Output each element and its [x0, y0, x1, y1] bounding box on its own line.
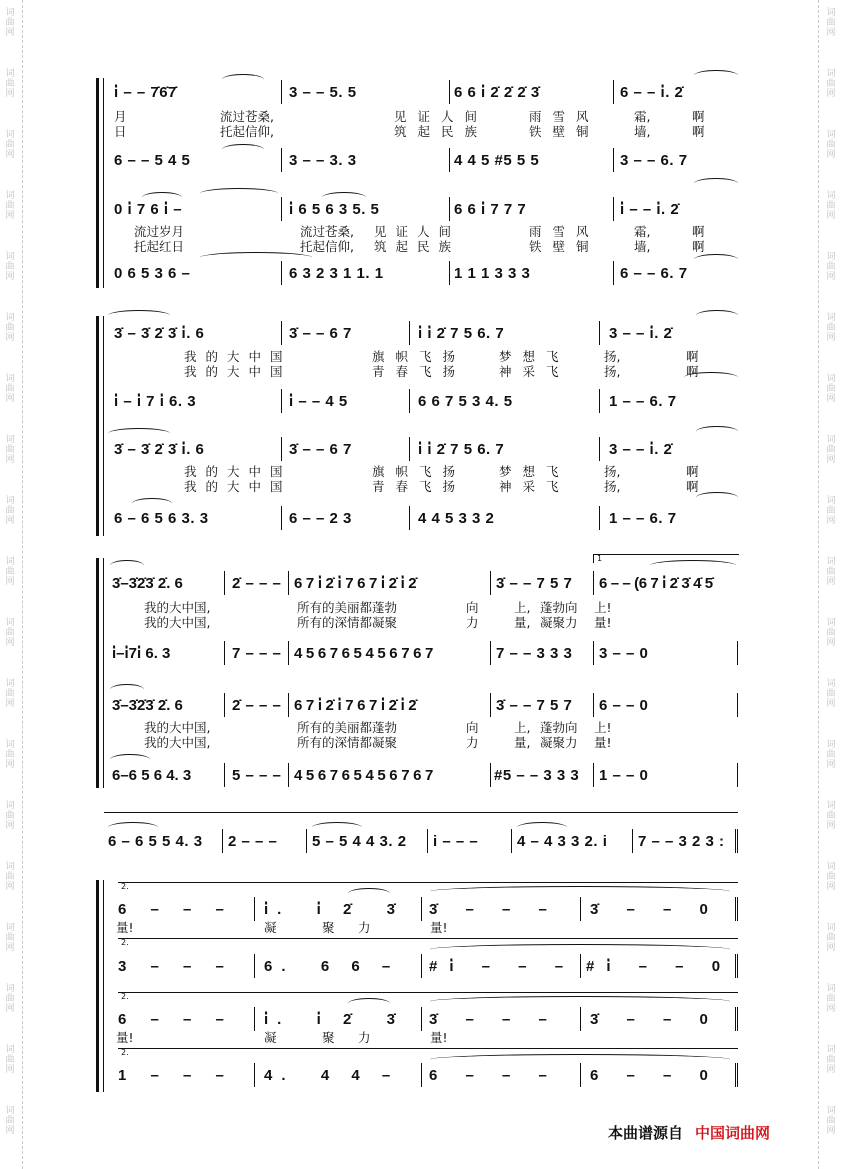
- lyric-word: 上!: [594, 600, 612, 615]
- bar: 6 – – 2 3: [289, 510, 352, 527]
- lyric-line: [104, 920, 738, 936]
- bar: 3̇ – – 0: [590, 901, 720, 918]
- watermark-text: 词 曲 网: [5, 618, 15, 648]
- bar: 6 7 i̇ 2̇ i̇ 7 6 7 i̇ 2̇ i̇ 2̇: [294, 575, 417, 592]
- bar: 6–6 5 6 4. 3: [112, 767, 192, 784]
- watermark-text: 词 曲 网: [5, 435, 15, 465]
- lyric-word: 我的大中国: [184, 349, 292, 364]
- watermark-text: 词 曲 网: [5, 313, 15, 343]
- bar: 3̇ – – –: [429, 901, 559, 918]
- bar: 6 – 6 5 5 4. 3: [108, 833, 203, 850]
- lyric-word: 力: [466, 615, 479, 630]
- lyric-word: 我的大中国,: [144, 615, 211, 630]
- lyric-word: 扬,: [604, 464, 621, 479]
- lyric-word: 神采飞: [499, 479, 570, 494]
- bar: 3 – – i̇. 2̇: [609, 325, 673, 342]
- bar: 4 – 4 3 3 2. i: [517, 833, 608, 850]
- notes-line: [104, 574, 738, 600]
- lyric-line: [104, 720, 738, 736]
- lyric-word: 量!: [116, 1030, 134, 1045]
- bar: #i̇ – – 0: [586, 958, 733, 975]
- bar: 3 – – –: [118, 958, 234, 975]
- watermark-text: 词 曲 网: [5, 862, 15, 892]
- notes-line: [104, 440, 738, 466]
- notes-line: [104, 151, 738, 177]
- lyric-word: 青春飞扬: [372, 364, 467, 379]
- bar: 3 – – 6. 7: [620, 152, 688, 169]
- watermark-text: 词 曲 网: [826, 191, 836, 221]
- bar: i̇ i̇ 2̇ 7 5 6. 7: [418, 441, 505, 458]
- bar: 1 – – 0: [599, 767, 649, 784]
- watermark-text: 词 曲 网: [826, 8, 836, 38]
- watermark-text: 词 曲 网: [5, 801, 15, 831]
- lyric-word: 我的大中国: [184, 364, 292, 379]
- lyric-word: 筑起民族: [374, 239, 461, 254]
- bar: 6 – 6 5 6 3. 3: [114, 510, 209, 527]
- lyric-word: 啊: [686, 464, 699, 479]
- watermark-text: 词 曲 网: [826, 252, 836, 282]
- bar: 5 – 5 4 4 3. 2: [312, 833, 407, 850]
- lyric-word: 托起信仰,: [220, 124, 274, 139]
- watermark-text: 词 曲 网: [826, 374, 836, 404]
- notes-line: [104, 644, 738, 670]
- bar: #5 – – 3 3 3: [494, 767, 580, 784]
- notes-line: [104, 957, 738, 983]
- bar: i̇ 6 5 6 3 5. 5: [289, 201, 380, 218]
- watermark-text: 词 曲 网: [826, 618, 836, 648]
- watermark-text: 词 曲 网: [5, 1106, 15, 1136]
- bar: i – – –: [433, 833, 479, 850]
- lyric-word: 流过岁月: [134, 224, 185, 239]
- bar: i̇. i̇ 2̇ 3̇: [264, 1011, 405, 1028]
- watermark-text: 词 曲 网: [826, 435, 836, 465]
- watermark-strip-left: [0, 0, 23, 1169]
- watermark-text: 词 曲 网: [5, 69, 15, 99]
- lyric-word: 霜,: [634, 224, 651, 239]
- lyric-line: [104, 600, 738, 616]
- bar: 3̇ – – –: [429, 1011, 559, 1028]
- bar: 6 – – (6 7 i̇ 2̇ 3̇ 4̇ 5̇: [599, 575, 713, 592]
- lyric-word: 雨雪风: [529, 224, 600, 239]
- notes-line: [104, 392, 738, 418]
- bar: 0 6 5 3 6 –: [114, 265, 191, 282]
- bar: 4 4 5 #5 5 5: [454, 152, 540, 169]
- volta-bracket: 1: [593, 554, 739, 563]
- bar: 4 5 6 7 6 5 4 5 6 7 6 7: [294, 767, 434, 784]
- lyric-word: 量!: [430, 1030, 448, 1045]
- notes-line: [104, 509, 738, 535]
- lyric-word: 托起红日: [134, 239, 185, 254]
- notes-line: [104, 264, 738, 290]
- system-4: [104, 812, 738, 856]
- lyric-word: 我的大中国: [184, 464, 292, 479]
- volta-bracket: 2.: [118, 882, 738, 891]
- bar: i̇. i̇ 2̇ 3̇: [264, 901, 405, 918]
- watermark-text: 词 曲 网: [5, 252, 15, 282]
- lyric-word: 旗帜飞扬: [372, 464, 467, 479]
- lyric-word: 啊: [692, 124, 705, 139]
- lyric-word: 所有的深情都凝聚: [297, 615, 398, 630]
- watermark-text: 词 曲 网: [826, 130, 836, 160]
- bar: 6 – – –: [118, 1011, 234, 1028]
- bar: 3̇–3̇2̇3̇ 2̇. 6: [112, 697, 183, 714]
- watermark-text: 词 曲 网: [826, 313, 836, 343]
- lyric-word: 墙,: [634, 124, 651, 139]
- bar: 3 – – 0: [599, 645, 649, 662]
- bar: 4. 4 4 –: [264, 1067, 400, 1084]
- notes-line: [104, 696, 738, 722]
- bar: 6. 6 6 –: [264, 958, 400, 975]
- watermark-text: 词 曲 网: [5, 191, 15, 221]
- watermark-text: 词 曲 网: [826, 1045, 836, 1075]
- bar: 3̇ – 3̇ 2̇ 3̇ i̇. 6: [114, 325, 205, 342]
- lyric-word: 青春飞扬: [372, 479, 467, 494]
- lyric-word: 力: [466, 735, 479, 750]
- bar: 3̇ – – 6 7: [289, 325, 352, 342]
- watermark-text: 词 曲 网: [826, 1106, 836, 1136]
- system-2: [104, 316, 738, 536]
- lyric-line: [104, 364, 738, 380]
- bar: 6 7 i̇ 2̇ i̇ 7 6 7 i̇ 2̇ i̇ 2̇: [294, 697, 417, 714]
- bar: i̇ i̇ 2̇ 7 5 6. 7: [418, 325, 505, 342]
- lyric-word: 量!: [430, 920, 448, 935]
- bar: 4 5 6 7 6 5 4 5 6 7 6 7: [294, 645, 434, 662]
- bar: 4 4 5 3 3 2: [418, 510, 495, 527]
- source-label: 本曲谱源自: [608, 1124, 684, 1142]
- lyric-line: [104, 109, 738, 125]
- watermark-text: 词 曲 网: [826, 740, 836, 770]
- site-name-link[interactable]: 中国词曲网: [695, 1124, 771, 1142]
- bar: 6 6 i̇ 7 7 7: [454, 201, 527, 218]
- bar: i̇ – – 7̇6̇7̇: [114, 84, 177, 101]
- lyric-word: 啊: [686, 349, 699, 364]
- watermark-text: 词 曲 网: [826, 801, 836, 831]
- lyric-word: 量!: [594, 735, 612, 750]
- lyric-line: [104, 735, 738, 751]
- notes-line: [104, 324, 738, 350]
- lyric-word: 铁壁铜: [529, 239, 600, 254]
- bar: 6 – – i̇. 2̇: [620, 84, 684, 101]
- watermark-text: 词 曲 网: [5, 496, 15, 526]
- lyric-word: 雨雪风: [529, 109, 600, 124]
- bar: 6 3 2 3 1 1. 1: [289, 265, 384, 282]
- volta-bracket: 2.: [118, 992, 738, 1001]
- bar: 3̇ – – 7 5 7: [496, 575, 573, 592]
- lyric-word: 凝: [264, 920, 277, 935]
- lyric-word: 啊: [692, 224, 705, 239]
- lyric-word: 量!: [116, 920, 134, 935]
- lyric-word: 霜,: [634, 109, 651, 124]
- bar: 2̇ – – –: [232, 697, 282, 714]
- lyric-word: 量,: [514, 615, 531, 630]
- watermark-strip-right: [818, 0, 841, 1169]
- lyric-word: 聚: [322, 920, 335, 935]
- lyric-word: 我的大中国: [184, 479, 292, 494]
- watermark-text: 词 曲 网: [826, 923, 836, 953]
- lyric-word: 月: [114, 109, 127, 124]
- watermark-text: 词 曲 网: [5, 679, 15, 709]
- lyric-word: 扬,: [604, 349, 621, 364]
- lyric-word: 啊: [692, 239, 705, 254]
- lyric-word: 凝聚力: [540, 615, 578, 630]
- notes-line: [104, 83, 738, 109]
- lyric-word: 所有的美丽都蓬勃: [297, 720, 398, 735]
- lyric-word: 凝: [264, 1030, 277, 1045]
- bar: 1 – – 6. 7: [609, 393, 677, 410]
- lyric-line: [104, 615, 738, 631]
- lyric-word: 筑起民族: [394, 124, 489, 139]
- bar: i̇ – – 4 5: [289, 393, 348, 410]
- volta-bracket: 2.: [118, 1048, 738, 1057]
- bar: 5 – – –: [232, 767, 282, 784]
- volta-bracket: 2.: [118, 938, 738, 947]
- lyric-word: 神采飞: [499, 364, 570, 379]
- bar: i̇ – – i̇. 2̇: [620, 201, 680, 218]
- bar: 6 6 i̇ 2̇ 2̇ 2̇ 3̇: [454, 84, 540, 101]
- lyric-word: 蓬勃向: [540, 600, 578, 615]
- system-brace: [96, 78, 99, 288]
- lyric-word: 扬,: [604, 479, 621, 494]
- lyric-line: [104, 224, 738, 240]
- lyric-word: 聚: [322, 1030, 335, 1045]
- lyric-line: [104, 1030, 738, 1046]
- lyric-line: [104, 479, 738, 495]
- watermark-text: 词 曲 网: [5, 984, 15, 1014]
- bar: 1 – – –: [118, 1067, 234, 1084]
- lyric-line: [104, 239, 738, 255]
- lyric-word: 见证人间: [394, 109, 489, 124]
- bar: 3̇ – 3̇ 2̇ 3̇ i̇. 6: [114, 441, 205, 458]
- lyric-word: 我的大中国,: [144, 600, 211, 615]
- bar: 3̇ – – 7 5 7: [496, 697, 573, 714]
- bar: 6 – – 6. 7: [620, 265, 688, 282]
- watermark-text: 词 曲 网: [5, 557, 15, 587]
- lyric-line: [104, 464, 738, 480]
- bar: 7 – – 3 2 3 :: [638, 833, 725, 850]
- lyric-word: 向: [466, 600, 479, 615]
- lyric-word: 梦想飞: [499, 349, 570, 364]
- lyric-word: 流过苍桑,: [300, 224, 354, 239]
- lyric-word: 流过苍桑,: [220, 109, 274, 124]
- lyric-line: [104, 124, 738, 140]
- bar: 3̇ – – 0: [590, 1011, 720, 1028]
- bar: 3̇ – – 6 7: [289, 441, 352, 458]
- bar: i̇–i̇7i̇ 6. 3: [112, 645, 171, 662]
- lyric-line: [104, 349, 738, 365]
- notes-line: [104, 766, 738, 792]
- bar: 6 – – 5 4 5: [114, 152, 191, 169]
- lyric-word: 见证人间: [374, 224, 461, 239]
- lyric-word: 啊: [692, 109, 705, 124]
- lyric-word: 梦想飞: [499, 464, 570, 479]
- watermark-text: 词 曲 网: [826, 679, 836, 709]
- bar: 3 – – i̇. 2̇: [609, 441, 673, 458]
- lyric-word: 力: [358, 920, 371, 935]
- lyric-word: 旗帜飞扬: [372, 349, 467, 364]
- lyric-word: 量,: [514, 735, 531, 750]
- notes-line: [104, 832, 738, 858]
- lyric-word: 上,: [514, 720, 531, 735]
- bar: 7 – – –: [232, 645, 282, 662]
- bar: 6 6 7 5 3 4. 5: [418, 393, 513, 410]
- watermark-text: 词 曲 网: [5, 740, 15, 770]
- lyric-word: 墙,: [634, 239, 651, 254]
- system-1: [104, 78, 738, 288]
- lyric-word: 量!: [594, 615, 612, 630]
- lyric-word: 上,: [514, 600, 531, 615]
- lyric-word: 所有的深情都凝聚: [297, 735, 398, 750]
- bar: 0 i̇ 7 6 i̇ –: [114, 201, 183, 218]
- bar: 6 – – –: [429, 1067, 559, 1084]
- bar: #i̇ – – –: [429, 958, 576, 975]
- lyric-word: 啊: [686, 479, 699, 494]
- lyric-word: 蓬勃向: [540, 720, 578, 735]
- lyric-word: 向: [466, 720, 479, 735]
- watermark-text: 词 曲 网: [5, 923, 15, 953]
- watermark-text: 词 曲 网: [5, 8, 15, 38]
- notes-line: [104, 1066, 738, 1092]
- bar: 2̇ – – –: [232, 575, 282, 592]
- notes-line: [104, 200, 738, 226]
- bar: 3 – – 5. 5: [289, 84, 357, 101]
- lyric-word: 上!: [594, 720, 612, 735]
- bar: i̇ – i̇ 7 i̇ 6. 3: [114, 393, 197, 410]
- watermark-text: 词 曲 网: [826, 496, 836, 526]
- bar: 3 – – 3. 3: [289, 152, 357, 169]
- lyric-word: 日: [114, 124, 127, 139]
- system-5: [104, 880, 738, 1092]
- bar: 7 – – 3 3 3: [496, 645, 573, 662]
- watermark-text: 词 曲 网: [5, 1045, 15, 1075]
- lyric-word: 啊: [686, 364, 699, 379]
- watermark-text: 词 曲 网: [5, 374, 15, 404]
- bar: 3̇–3̇2̇3̇ 2̇. 6: [112, 575, 183, 592]
- bar: 6 – – 0: [599, 697, 649, 714]
- lyric-word: 托起信仰,: [300, 239, 354, 254]
- bar: 1 1 1 3 3 3: [454, 265, 531, 282]
- watermark-text: 词 曲 网: [826, 862, 836, 892]
- lyric-word: 铁壁铜: [529, 124, 600, 139]
- bar: 6 – – 0: [590, 1067, 720, 1084]
- lyric-word: 我的大中国,: [144, 735, 211, 750]
- watermark-text: 词 曲 网: [826, 557, 836, 587]
- source-credit: [608, 1122, 770, 1143]
- bar: 6 – – –: [118, 901, 234, 918]
- bar: 1 – – 6. 7: [609, 510, 677, 527]
- bar: 2 – – –: [228, 833, 278, 850]
- lyric-word: 力: [358, 1030, 371, 1045]
- lyric-word: 所有的美丽都蓬勃: [297, 600, 398, 615]
- watermark-text: 词 曲 网: [826, 984, 836, 1014]
- lyric-word: 我的大中国,: [144, 720, 211, 735]
- system-3: [104, 554, 738, 788]
- watermark-text: 词 曲 网: [5, 130, 15, 160]
- lyric-word: 凝聚力: [540, 735, 578, 750]
- watermark-text: 词 曲 网: [826, 69, 836, 99]
- lyric-word: 扬,: [604, 364, 621, 379]
